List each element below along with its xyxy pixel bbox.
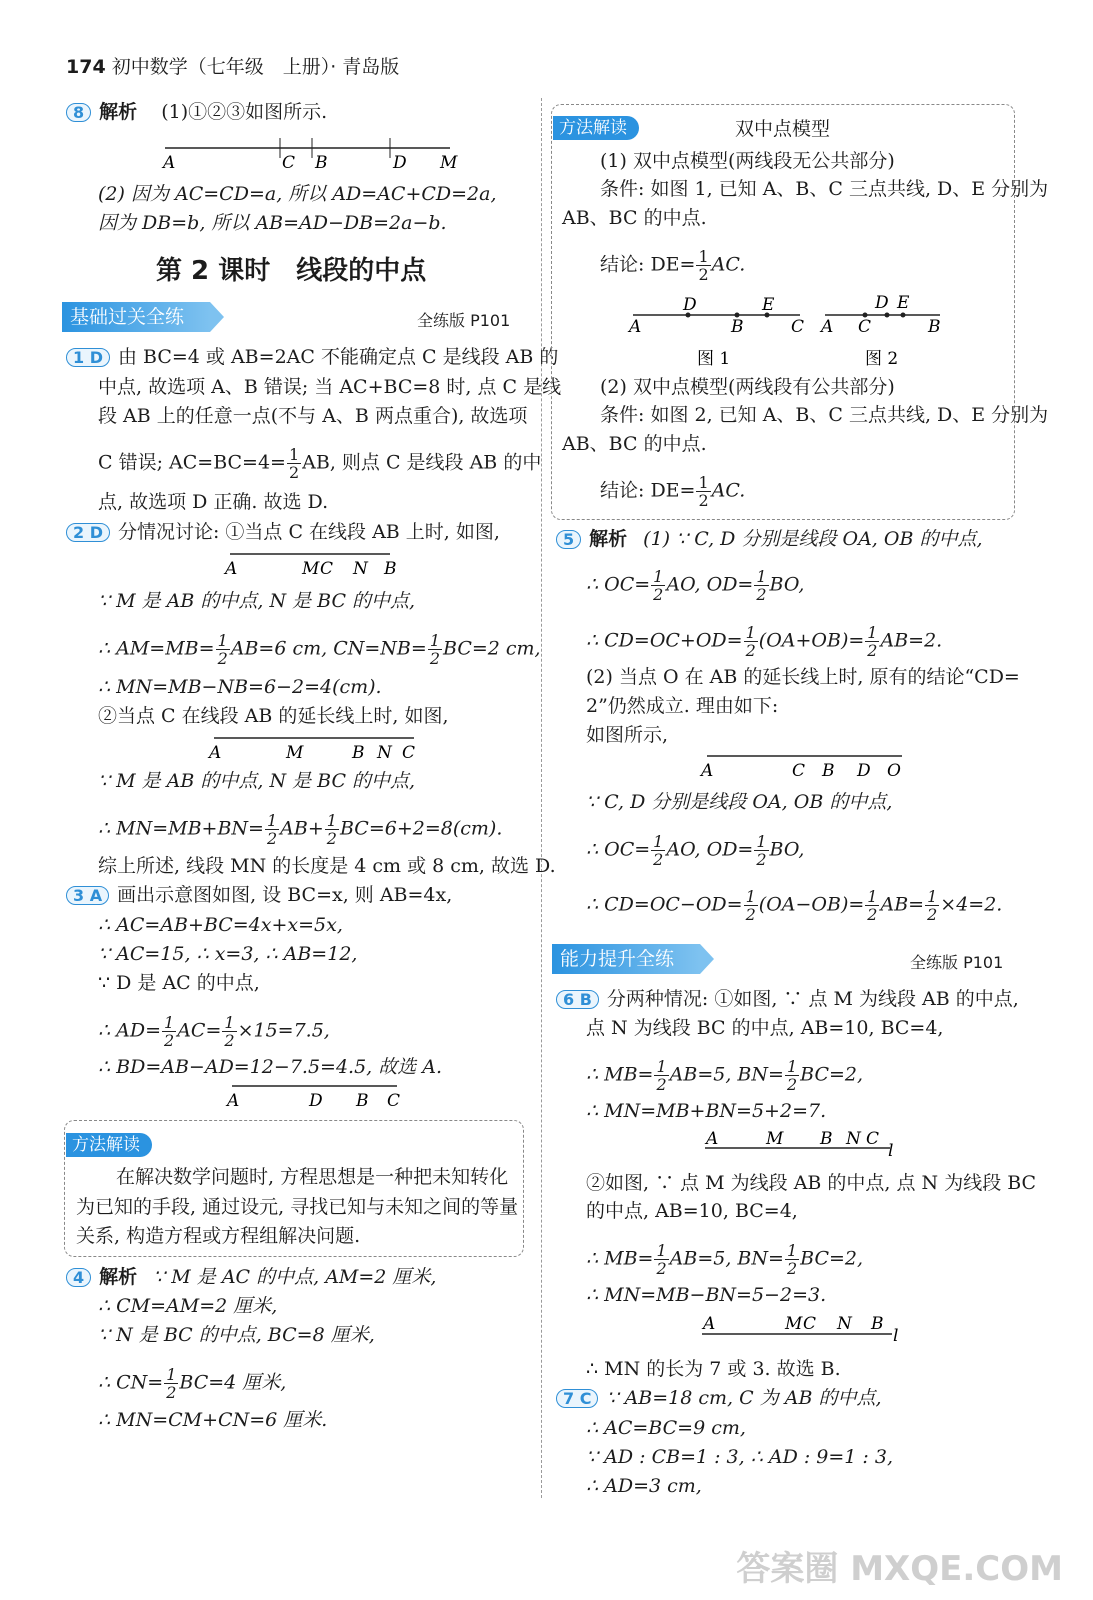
q5-line — [586, 833, 804, 868]
fraction — [325, 812, 339, 847]
fig-label: A — [821, 317, 834, 337]
num: 1 — [653, 832, 664, 851]
num: 1 — [698, 247, 709, 266]
text: ∴ CD=OC−OD= — [586, 893, 743, 916]
text: AB=5, BN= — [669, 1247, 784, 1270]
fig-label: B — [731, 317, 744, 337]
fig-label: M — [302, 559, 320, 579]
q2-line: 综上所述, 线段 MN 的长度是 4 cm 或 8 cm, 故选 D. — [98, 855, 556, 877]
q2-figure-1 — [220, 540, 410, 580]
text: 结论: DE= — [600, 479, 696, 502]
text: AB=5, BN= — [669, 1063, 784, 1086]
text: ∴ CN= — [98, 1371, 164, 1394]
q6-line: ②如图, ∵ 点 M 为线段 AB 的中点, 点 N 为线段 BC — [586, 1172, 1037, 1194]
q6-line: 的中点, AB=10, BC=4, — [586, 1200, 798, 1222]
fig-label: B — [315, 153, 328, 173]
den: 2 — [656, 1075, 667, 1094]
q3-line — [66, 884, 452, 906]
question-number: 1 D — [66, 348, 110, 367]
q5-line — [586, 888, 1002, 923]
fraction — [162, 1014, 176, 1049]
fraction — [754, 568, 768, 603]
num: 1 — [867, 887, 878, 906]
fraction — [654, 1242, 668, 1277]
question-number: 2 D — [66, 523, 110, 542]
method-line — [600, 474, 745, 509]
q7-line — [556, 1387, 882, 1409]
text: 分两种情况: ①如图, ∵ 点 M 为线段 AB 的中点, — [606, 988, 1019, 1010]
fig-label: B — [822, 761, 835, 781]
fraction — [785, 1058, 799, 1093]
fig-label: M — [766, 1130, 784, 1149]
text: BC=6+2=8(cm). — [339, 817, 503, 840]
text: ∴ MB= — [586, 1063, 654, 1086]
fig-label: C — [866, 1130, 880, 1149]
fig-label: D — [857, 761, 871, 781]
fig-label: C — [402, 743, 416, 763]
watermark: 答案圈 MXQE.COM — [736, 1549, 1063, 1589]
fig-label: B — [871, 1314, 884, 1334]
fraction — [651, 568, 665, 603]
method-title: 双中点模型 — [735, 118, 831, 140]
text: AO, OD= — [666, 838, 754, 861]
page-number: 174 — [66, 56, 106, 78]
method-line: (1) 双中点模型(两线段无公共部分) — [600, 150, 895, 172]
q6-line — [586, 1242, 863, 1277]
fig-label: N — [846, 1130, 861, 1149]
num: 1 — [266, 811, 278, 830]
q1-line — [98, 446, 541, 481]
den: 2 — [266, 829, 278, 848]
fig-label: C — [387, 1091, 401, 1111]
q5-head — [556, 528, 983, 550]
q5-line: (2) 当点 O 在 AB 的延长线上时, 原有的结论“CD= — [586, 666, 1020, 688]
q1-line — [66, 346, 558, 368]
fig-label: M — [286, 743, 304, 763]
q6-figure-1 — [700, 1130, 910, 1160]
q3-figure — [222, 1076, 412, 1114]
question-number: 3 A — [66, 886, 109, 905]
text: BC=2, — [800, 1063, 864, 1086]
q7-line: ∴ AC=BC=9 cm, — [586, 1417, 746, 1439]
text: BC=2 cm, — [443, 637, 541, 660]
q4-line — [98, 1366, 286, 1401]
fig-label: A — [227, 1091, 240, 1111]
den: 2 — [164, 1031, 175, 1050]
method-tag: 方法解读 — [66, 1133, 152, 1157]
fraction — [287, 446, 301, 481]
text: 由 BC=4 或 AB=2AC 不能确定点 C 是线段 AB 的 — [117, 346, 559, 368]
fraction — [222, 1014, 236, 1049]
fig-label: l — [893, 1326, 899, 1344]
num: 1 — [656, 1057, 667, 1076]
q3-line: ∴ BD=AB−AD=12−7.5=4.5, 故选 A. — [98, 1056, 443, 1078]
text: AC= — [177, 1019, 222, 1042]
method-line: 关系, 构造方程或方程组解决问题. — [76, 1225, 361, 1247]
q8-line: (2) 因为 AC=CD=a, 所以 AD=AC+CD=2a, — [98, 183, 497, 205]
section-ref: 全练版 P101 — [417, 311, 511, 330]
fig-label: A — [163, 153, 176, 173]
num: 1 — [867, 623, 878, 642]
q2-line — [98, 632, 541, 667]
fig-label: C — [282, 153, 296, 173]
fig-label: B — [928, 317, 941, 337]
q3-line: ∵ D 是 AC 的中点, — [98, 972, 260, 994]
text: AC. — [711, 253, 746, 276]
den: 2 — [326, 829, 337, 848]
den: 2 — [756, 850, 767, 869]
den: 2 — [217, 649, 228, 668]
text: 画出示意图如图, 设 BC=x, 则 AB=4x, — [117, 884, 453, 906]
q6-line — [586, 1058, 863, 1093]
den: 2 — [653, 585, 664, 604]
analysis-label: 解析 — [99, 1266, 138, 1288]
text: AB=2. — [880, 629, 943, 652]
q1-line: 点, 故选项 D 正确. 故选 D. — [98, 491, 329, 513]
text: 分情况讨论: ①当点 C 在线段 AB 上时, 如图, — [117, 521, 500, 543]
fig-label: D — [309, 1091, 323, 1111]
text: AC. — [711, 479, 746, 502]
q2-line: ∵ M 是 AB 的中点, N 是 BC 的中点, — [98, 770, 416, 792]
num: 1 — [164, 1013, 175, 1032]
fig-label: D — [875, 294, 889, 313]
fig-label: D — [393, 153, 407, 173]
double-midpoint-figures — [625, 294, 985, 374]
fig-label: B — [356, 1091, 369, 1111]
fig-label: A — [209, 743, 222, 763]
den: 2 — [745, 905, 756, 924]
fig-label: D — [683, 295, 697, 315]
figure-caption: 图 1 — [697, 349, 731, 369]
fig-label: C — [320, 559, 334, 579]
question-number: 6 B — [556, 990, 599, 1009]
text: ∵ M 是 AC 的中点, AM=2 厘米, — [153, 1266, 437, 1288]
fig-label: A — [706, 1130, 719, 1149]
q8-line: 因为 DB=b, 所以 AB=AD−DB=2a−b. — [98, 212, 447, 234]
fig-label: C — [803, 1314, 817, 1334]
q4-head — [66, 1266, 436, 1288]
fig-label: C — [792, 761, 806, 781]
den: 2 — [166, 1383, 177, 1402]
fraction — [865, 888, 879, 923]
lesson-title: 第 2 课时 线段的中点 — [156, 256, 427, 286]
fig-label: A — [225, 559, 238, 579]
q3-line — [98, 1014, 330, 1049]
text: AB= — [880, 893, 925, 916]
text: BC=2, — [800, 1247, 864, 1270]
q6-line: ∴ MN=MB+BN=5+2=7. — [586, 1100, 827, 1122]
den: 2 — [786, 1075, 798, 1094]
num: 1 — [288, 445, 300, 464]
den: 2 — [429, 649, 440, 668]
den: 2 — [698, 491, 709, 510]
section-band: 基础过关全练 — [62, 302, 210, 332]
fig-label: E — [897, 294, 910, 313]
q8-intro: (1)①②③如图所示. — [161, 101, 328, 123]
page-header — [66, 52, 399, 79]
q2-line: ∴ MN=MB−NB=6−2=4(cm). — [98, 676, 382, 698]
q5-figure — [697, 748, 917, 784]
text: ∴ AD= — [98, 1019, 162, 1042]
analysis-label: 解析 — [589, 528, 628, 550]
text: ∴ OC= — [586, 573, 651, 596]
q2-line: ②当点 C 在线段 AB 的延长线上时, 如图, — [98, 705, 449, 727]
question-number: 5 — [556, 530, 581, 549]
num: 1 — [745, 623, 756, 642]
num: 1 — [698, 473, 709, 492]
den: 2 — [653, 850, 664, 869]
figure-caption: 图 2 — [865, 349, 899, 369]
text: AB=6 cm, CN=NB= — [230, 637, 427, 660]
q5-line — [586, 624, 942, 659]
den: 2 — [656, 1259, 667, 1278]
q8-head — [66, 101, 327, 123]
text: BO, — [769, 573, 805, 596]
fraction — [785, 1242, 799, 1277]
fraction — [216, 632, 230, 667]
text: ∴ MB= — [586, 1247, 654, 1270]
text: AO, OD= — [666, 573, 754, 596]
fraction — [865, 624, 879, 659]
q7-line: ∵ AD : CB=1 : 3, ∴ AD : 9=1 : 3, — [586, 1446, 893, 1468]
fig-label: M — [440, 153, 458, 173]
text: 结论: DE= — [600, 253, 696, 276]
q6-line: 点 N 为线段 BC 的中点, AB=10, BC=4, — [586, 1017, 944, 1039]
fig-label: B — [384, 559, 397, 579]
fig-label: l — [888, 1141, 894, 1160]
text: (OA+OB)= — [758, 629, 865, 652]
method-line: 条件: 如图 1, 已知 A、B、C 三点共线, D、E 分别为 — [600, 178, 1049, 200]
q8-figure — [160, 132, 480, 174]
q6-line — [556, 988, 1019, 1010]
q1-line: 段 AB 上的任意一点(不与 A、B 两点重合), 故选项 — [98, 405, 528, 427]
den: 2 — [927, 905, 938, 924]
fraction — [696, 474, 710, 509]
question-number: 4 — [66, 1268, 91, 1287]
den: 2 — [745, 641, 756, 660]
fraction — [696, 248, 710, 283]
num: 1 — [756, 832, 767, 851]
method-line: 在解决数学问题时, 方程思想是一种把未知转化 — [116, 1166, 509, 1188]
den: 2 — [698, 265, 709, 284]
num: 1 — [786, 1241, 798, 1260]
num: 1 — [326, 811, 337, 830]
fraction — [428, 632, 442, 667]
q4-line: ∴ CM=AM=2 厘米, — [98, 1295, 278, 1317]
den: 2 — [867, 905, 878, 924]
q6-line: ∴ MN 的长为 7 或 3. 故选 B. — [586, 1358, 841, 1380]
column-divider — [541, 98, 542, 1498]
fraction — [744, 888, 758, 923]
q4-line: ∴ MN=CM+CN=6 厘米. — [98, 1409, 328, 1431]
num: 1 — [927, 887, 938, 906]
fig-label: N — [377, 743, 392, 763]
text: BO, — [769, 838, 805, 861]
method-line — [600, 248, 745, 283]
num: 1 — [656, 1241, 667, 1260]
fraction — [164, 1366, 178, 1401]
q1-line: 中点, 故选项 A、B 错误; 当 AC+BC=8 时, 点 C 是线 — [98, 376, 562, 398]
fraction — [744, 624, 758, 659]
text: ×15=7.5, — [237, 1019, 330, 1042]
text: ∴ CD=OC+OD= — [586, 629, 743, 652]
num: 1 — [166, 1365, 177, 1384]
q2-figure-2 — [204, 726, 424, 766]
text: ∵ AB=18 cm, C 为 AB 的中点, — [606, 1387, 882, 1409]
fig-label: A — [703, 1314, 716, 1334]
fig-label: N — [353, 559, 368, 579]
method-line: (2) 双中点模型(两线段有公共部分) — [600, 376, 895, 398]
fig-label: O — [887, 761, 901, 781]
fig-label: C — [858, 317, 872, 337]
fraction — [651, 833, 665, 868]
q7-line: ∴ AD=3 cm, — [586, 1475, 702, 1497]
fig-label: A — [701, 761, 714, 781]
fraction — [654, 1058, 668, 1093]
q2-line — [98, 812, 502, 847]
text: (1) ∵ C, D 分别是线段 OA, OB 的中点, — [643, 528, 983, 550]
question-number: 8 — [66, 103, 91, 122]
num: 1 — [756, 567, 767, 586]
q3-line: ∵ AC=15, ∴ x=3, ∴ AB=12, — [98, 943, 358, 965]
q6-line: ∴ MN=MB−BN=5−2=3. — [586, 1284, 827, 1306]
book-title: 初中数学（七年级 上册）· 青岛版 — [111, 56, 400, 78]
q2-line: ∵ M 是 AB 的中点, N 是 BC 的中点, — [98, 590, 416, 612]
den: 2 — [756, 585, 767, 604]
method-line: 为已知的手段, 通过设元, 寻找已知与未知之间的等量 — [76, 1196, 519, 1218]
num: 1 — [653, 567, 664, 586]
method-line: 条件: 如图 2, 已知 A、B、C 三点共线, D、E 分别为 — [600, 404, 1049, 426]
q6-figure-2 — [697, 1314, 912, 1344]
text: BC=4 厘米, — [179, 1371, 287, 1394]
text: C 错误; AC=BC=4= — [98, 451, 286, 474]
q5-line: ∵ C, D 分别是线段 OA, OB 的中点, — [586, 791, 893, 813]
text: (OA−OB)= — [758, 893, 865, 916]
fig-label: M — [785, 1314, 803, 1334]
section-band: 能力提升全练 — [552, 944, 700, 974]
text: AB, 则点 C 是线段 AB 的中 — [302, 451, 542, 474]
num: 1 — [224, 1013, 235, 1032]
fig-label: E — [762, 295, 775, 315]
text: ×4=2. — [940, 893, 1003, 916]
fraction — [265, 812, 279, 847]
text: ∴ MN=MB+BN= — [98, 817, 264, 840]
text: ∴ OC= — [586, 838, 651, 861]
den: 2 — [288, 463, 300, 482]
analysis-label: 解析 — [99, 101, 138, 123]
section-ref: 全练版 P101 — [910, 953, 1004, 972]
question-number: 7 C — [556, 1389, 598, 1408]
method-tag: 方法解读 — [553, 116, 639, 140]
method-line: AB、BC 的中点. — [562, 207, 707, 229]
den: 2 — [867, 641, 878, 660]
text: AB+ — [280, 817, 324, 840]
num: 1 — [745, 887, 756, 906]
den: 2 — [224, 1031, 235, 1050]
text: ∴ AM=MB= — [98, 637, 215, 660]
q4-line: ∵ N 是 BC 的中点, BC=8 厘米, — [98, 1324, 375, 1346]
fig-label: N — [837, 1314, 852, 1334]
fig-label: B — [820, 1130, 833, 1149]
fig-label: C — [791, 317, 805, 337]
den: 2 — [786, 1259, 798, 1278]
num: 1 — [217, 631, 228, 650]
num: 1 — [429, 631, 440, 650]
fraction — [925, 888, 939, 923]
fig-label: B — [352, 743, 365, 763]
num: 1 — [786, 1057, 798, 1076]
q3-line: ∴ AC=AB+BC=4x+x=5x, — [98, 914, 343, 936]
fraction — [754, 833, 768, 868]
fig-label: A — [629, 317, 642, 337]
q5-line: 如图所示, — [586, 724, 669, 746]
q5-line: 2”仍然成立. 理由如下: — [586, 695, 779, 717]
method-line: AB、BC 的中点. — [562, 433, 707, 455]
q5-line — [586, 568, 804, 603]
